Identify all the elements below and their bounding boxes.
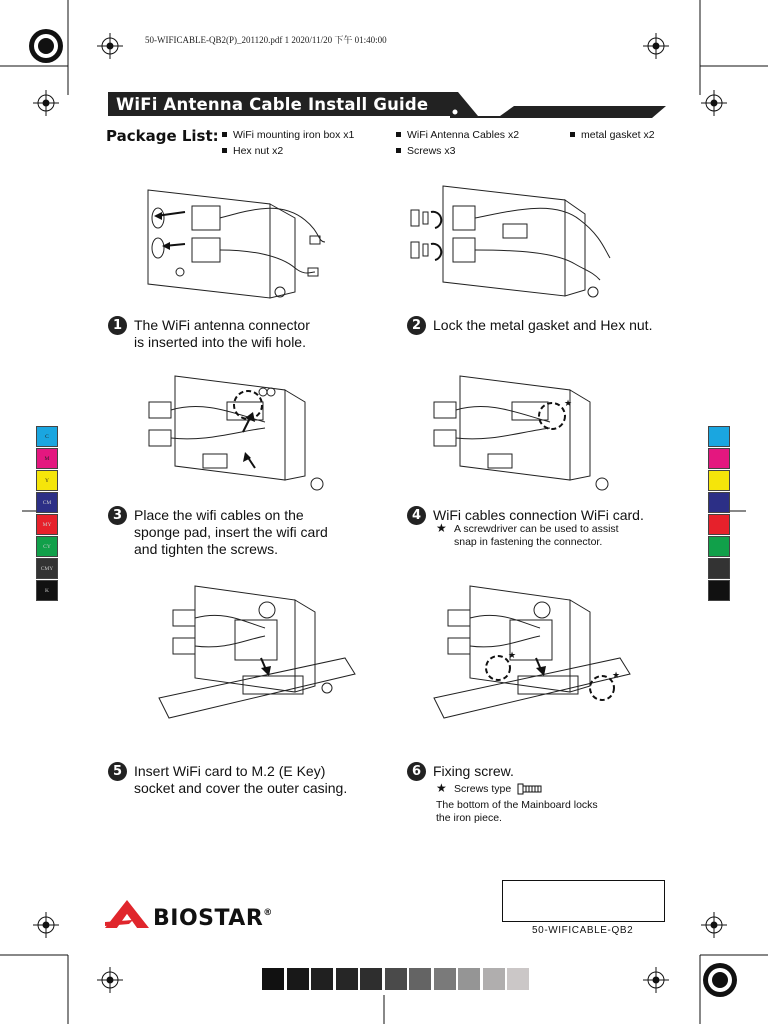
step-number: 5 xyxy=(108,762,127,781)
label-box xyxy=(502,880,665,922)
step-6-illustration xyxy=(430,580,635,730)
step-6-line: Fixing screw. xyxy=(433,763,514,779)
step-3-illustration xyxy=(145,372,335,497)
color-swatch xyxy=(708,536,730,557)
gray-swatch xyxy=(458,968,480,990)
color-swatch xyxy=(708,558,730,579)
step-3 xyxy=(108,506,368,560)
gray-swatch xyxy=(507,968,529,990)
package-item: Hex nut x2 xyxy=(222,145,283,157)
color-swatch: C xyxy=(36,426,58,447)
note-line: A screwdriver can be used to assist xyxy=(454,523,619,535)
step-2-illustration xyxy=(405,180,625,305)
step-5 xyxy=(108,762,378,798)
gray-swatch xyxy=(483,968,505,990)
step-number: 6 xyxy=(407,762,426,781)
note-line: The bottom of the Mainboard locks xyxy=(436,799,598,811)
color-swatch: CY xyxy=(36,536,58,557)
step-number: 2 xyxy=(407,316,426,335)
step-1-illustration xyxy=(130,180,330,305)
note-line: Screws type xyxy=(454,783,512,795)
color-swatch xyxy=(708,426,730,447)
step-number: 1 xyxy=(108,316,127,335)
svg-text:★: ★ xyxy=(612,670,621,680)
gray-swatch xyxy=(409,968,431,990)
gray-swatch xyxy=(262,968,284,990)
brand-name: BIOSTAR® xyxy=(153,906,273,931)
step-3-line: Place the wifi cables on the xyxy=(134,507,304,523)
star-icon: ★ xyxy=(436,521,447,535)
color-swatch xyxy=(708,514,730,535)
step-number: 3 xyxy=(108,506,127,525)
color-swatch: M xyxy=(36,448,58,469)
package-list-heading: Package List: xyxy=(106,127,219,145)
gray-swatch xyxy=(434,968,456,990)
biostar-logo-icon xyxy=(103,898,151,930)
color-swatch xyxy=(708,492,730,513)
gray-swatch xyxy=(336,968,358,990)
file-info: 50-WIFICABLE-QB2(P)_201120.pdf 1 2020/11/20 下午 01:40:00 xyxy=(145,35,387,45)
step-4-illustration xyxy=(430,372,620,497)
step-5-line: socket and cover the outer casing. xyxy=(134,780,348,796)
package-item: WiFi mounting iron box x1 xyxy=(222,129,354,141)
step-5-illustration xyxy=(155,580,360,730)
screw-icon xyxy=(517,783,543,795)
page-title: WiFi Antenna Cable Install Guide xyxy=(116,95,429,114)
gray-swatch xyxy=(311,968,333,990)
step-1 xyxy=(108,316,348,352)
package-item: Screws x3 xyxy=(396,145,455,157)
color-swatch xyxy=(708,580,730,601)
step-3-line: sponge pad, insert the wifi card xyxy=(134,524,328,540)
note-line: snap in fastening the connector. xyxy=(454,536,603,548)
step-2-line: Lock the metal gasket and Hex nut. xyxy=(433,317,653,333)
color-swatch: CMY xyxy=(36,558,58,579)
step-5-line: Insert WiFi card to M.2 (E Key) xyxy=(134,763,326,779)
svg-text:★: ★ xyxy=(564,398,573,408)
model-number: 50-WIFICABLE-QB2 xyxy=(532,925,634,936)
gray-swatch xyxy=(385,968,407,990)
package-item: WiFi Antenna Cables x2 xyxy=(396,129,519,141)
step-4-line: WiFi cables connection WiFi card. xyxy=(433,507,644,523)
step-number: 4 xyxy=(407,506,426,525)
svg-text:★: ★ xyxy=(508,650,517,660)
color-swatch: MY xyxy=(36,514,58,535)
color-swatch xyxy=(708,470,730,491)
color-swatch: K xyxy=(36,580,58,601)
step-6-extra xyxy=(436,799,636,827)
step-6 xyxy=(407,762,607,782)
step-1-line: The WiFi antenna connector xyxy=(134,317,310,333)
color-swatch xyxy=(708,448,730,469)
step-1-line: is inserted into the wifi hole. xyxy=(134,334,306,350)
star-icon: ★ xyxy=(436,781,447,795)
step-2 xyxy=(407,316,687,336)
gray-swatch xyxy=(360,968,382,990)
color-swatch: CM xyxy=(36,492,58,513)
note-line: the iron piece. xyxy=(436,812,502,824)
step-4-note xyxy=(436,523,666,551)
gray-swatch xyxy=(287,968,309,990)
color-swatch: Y xyxy=(36,470,58,491)
package-item: metal gasket x2 xyxy=(570,129,655,141)
step-3-line: and tighten the screws. xyxy=(134,541,278,557)
